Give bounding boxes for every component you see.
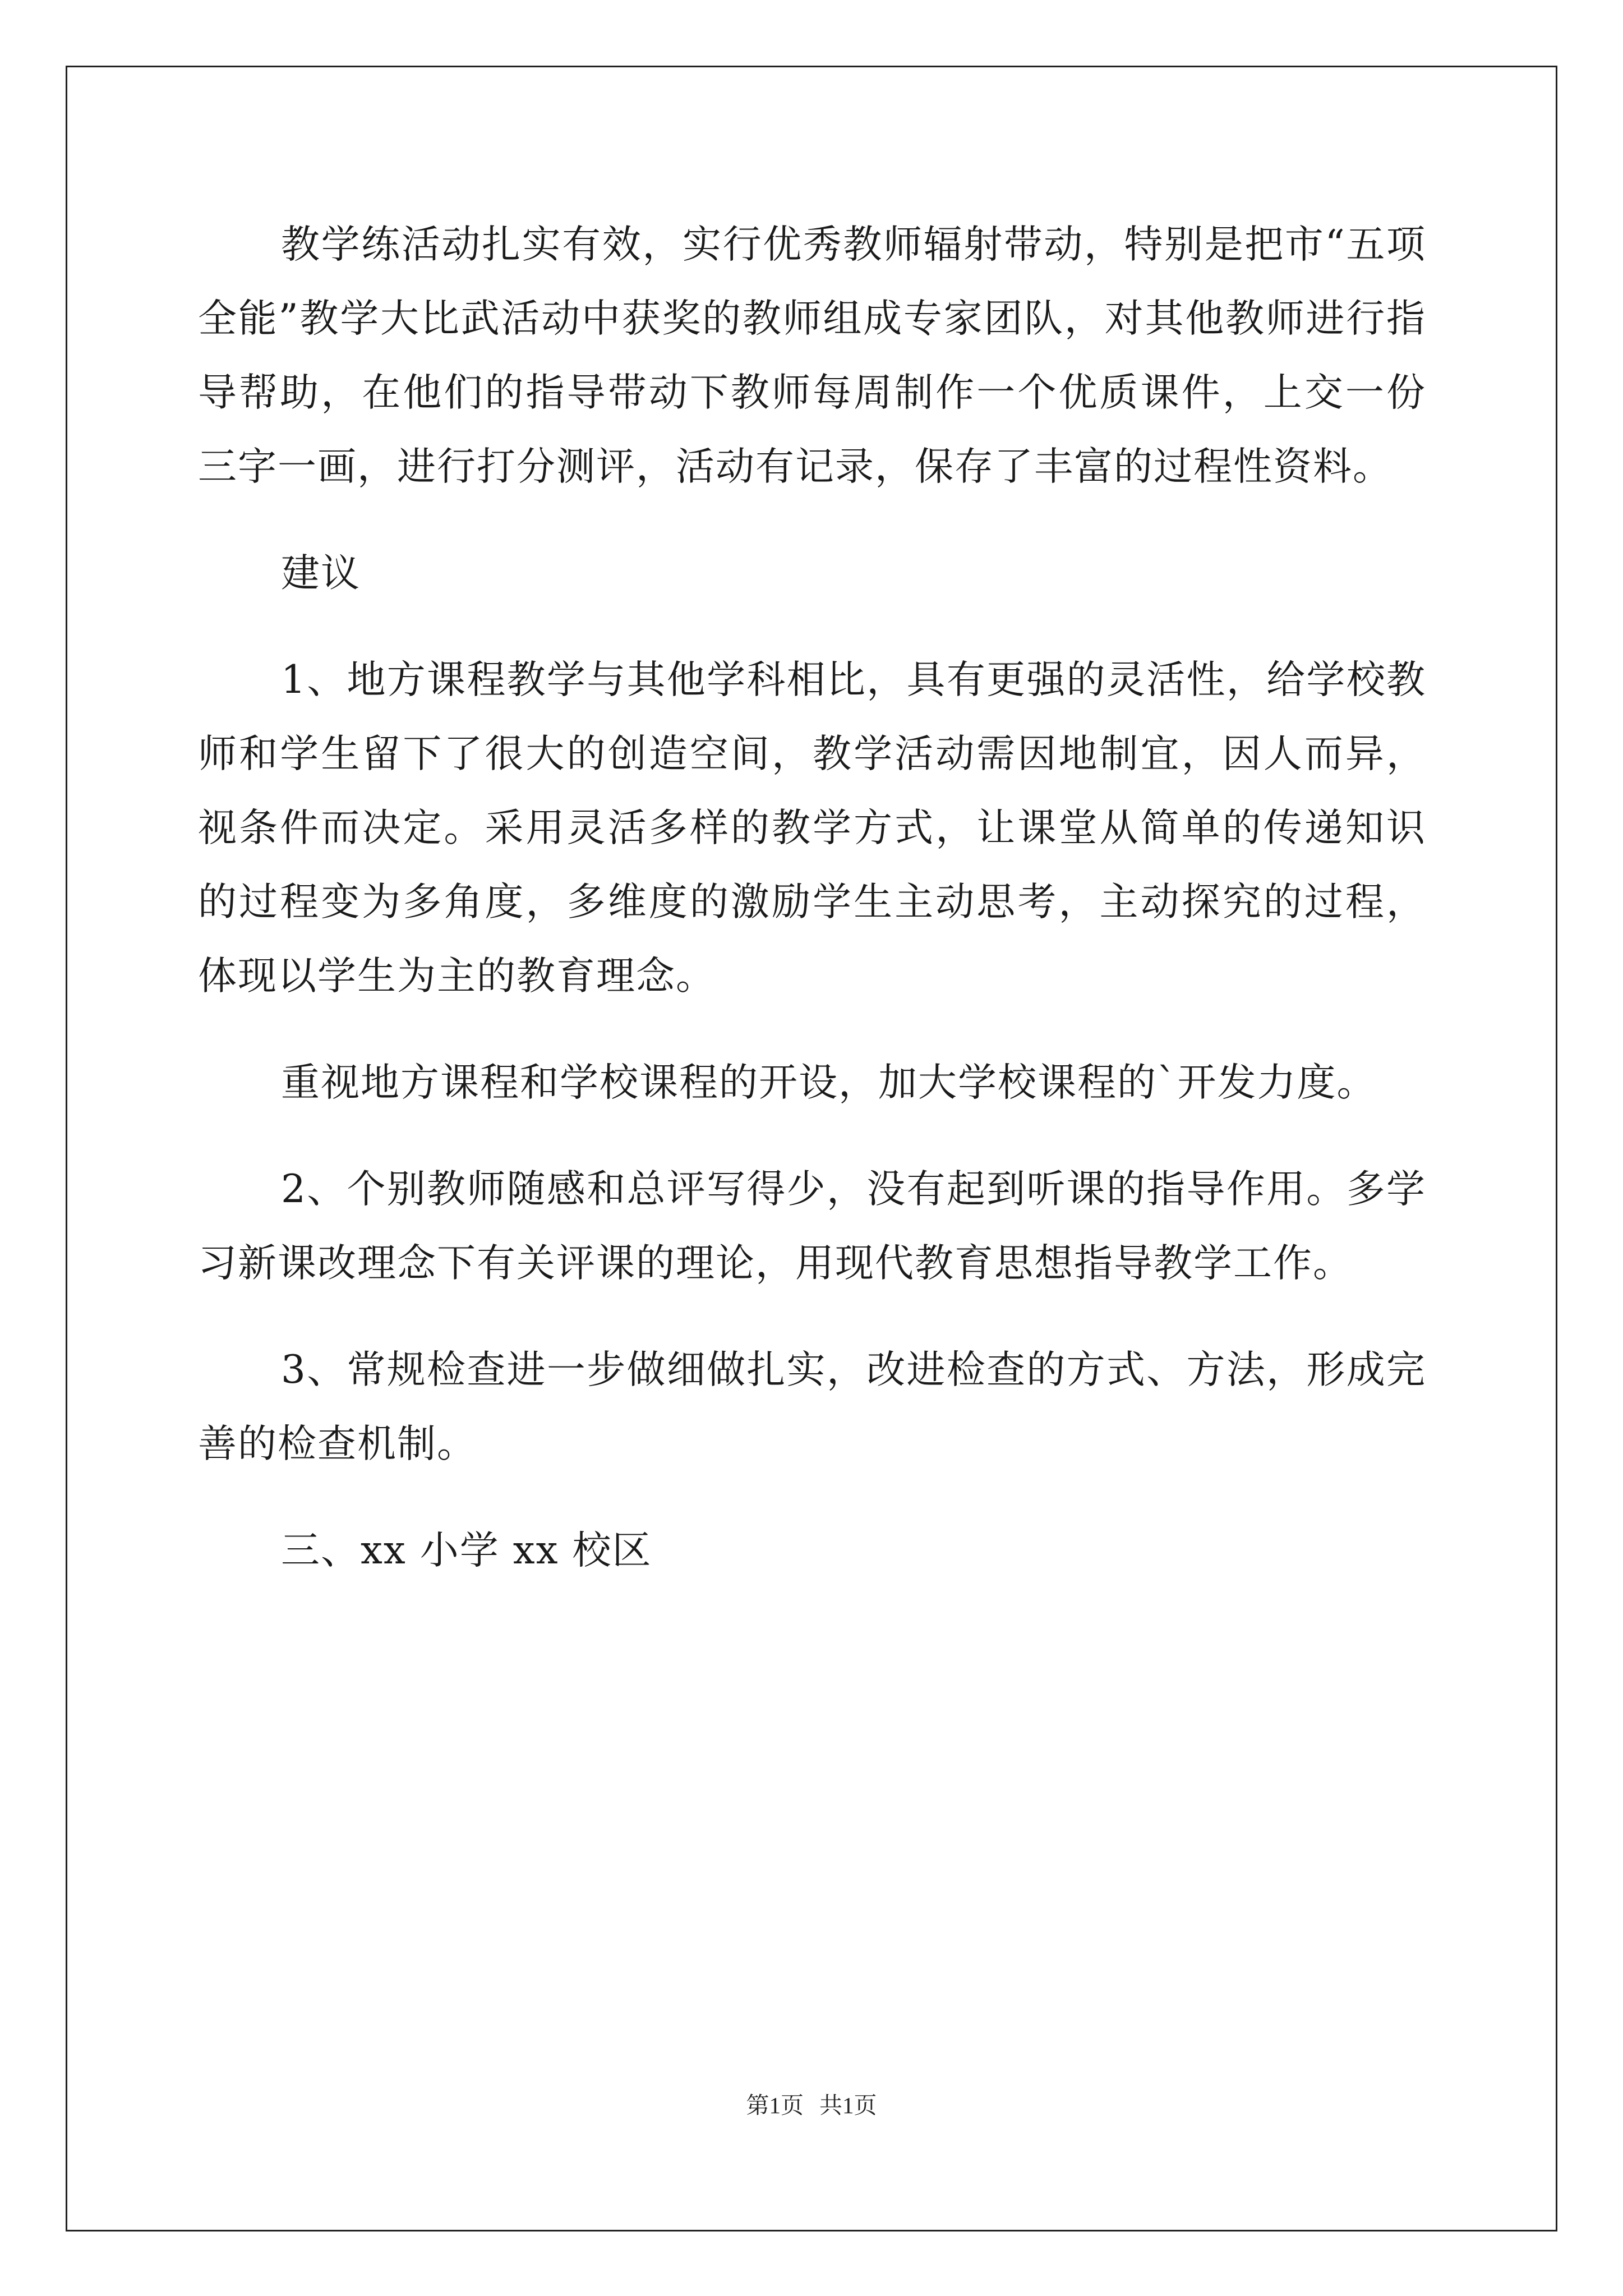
paragraph-suggestion-3: 3、常规检查进一步做细做扎实，改进检查的方式、方法，形成完善的检查机制。 [198, 1347, 1426, 1466]
heading-suggestions: 建议 [281, 551, 361, 596]
document-body [198, 208, 1426, 1620]
paragraph-course-development: 重视地方课程和学校课程的开设，加大学校课程的`开发力度。 [281, 1060, 1377, 1105]
paragraph-suggestion-2: 2、个别教师随感和总评写得少，没有起到听课的指导作用。多学习新课改理念下有关评课的理论，用现代教育思想指导教学工作。 [198, 1167, 1426, 1286]
page-number-current: 第1页 [746, 2092, 804, 2118]
paragraph-suggestion-1: 1、地方课程教学与其他学科相比，具有更强的灵活性，给学校教师和学生留下了很大的创造空间，教学活动需因地制宜，因人而异，视条件而决定。采用灵活多样的教学方式，让课堂从简单的传递知识的过程变为多角度，多维度的激励学生主动思考，主动探究的过程，体现以学生为主的教育理念。 [198, 657, 1426, 999]
page-footer [0, 2091, 1623, 2119]
page-number-total: 共1页 [819, 2092, 877, 2118]
section-heading-campus: 三、xx 小学 xx 校区 [281, 1528, 652, 1573]
paragraph-teaching-activities: 教学练活动扎实有效，实行优秀教师辐射带动，特别是把市“五项全能”教学大比武活动中获奖的教师组成专家团队，对其他教师进行指导帮助，在他们的指导带动下教师每周制作一个优质课件，上交一份三字一画，进行打分测评，活动有记录，保存了丰富的过程性资料。 [198, 222, 1426, 489]
